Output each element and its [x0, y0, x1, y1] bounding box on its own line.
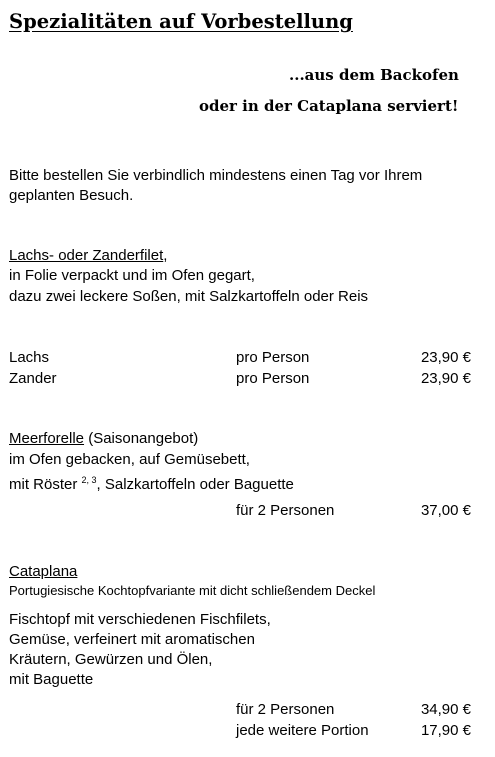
item-lachs-price: 23,90 € [420, 349, 471, 366]
lachs-zander-comma: , [163, 247, 168, 264]
meerforelle-desc-2 [9, 470, 294, 495]
meerforelle-price: 37,00 € [420, 502, 471, 519]
item-zander-unit: pro Person [236, 370, 310, 387]
lachs-zander-desc-1: in Folie verpackt und im Ofen gegart, [9, 267, 255, 284]
item-zander-price: 23,90 € [420, 370, 471, 387]
cataplana-unit-1: für 2 Personen [236, 701, 335, 718]
cataplana-desc-1: Fischtopf mit verschiedenen Fischfilets, [9, 611, 271, 628]
cataplana-desc-3: Kräutern, Gewürzen und Ölen, [9, 651, 213, 668]
meerforelle-title: Meerforelle [9, 430, 85, 447]
lachs-zander-title: Lachs- oder Zanderfilet [9, 247, 164, 264]
cataplana-unit-2: jede weitere Portion [236, 722, 369, 739]
item-zander-name: Zander [9, 370, 57, 387]
page-title: Spezialitäten auf Vorbestellung [9, 10, 353, 33]
meerforelle-unit: für 2 Personen [236, 502, 335, 519]
section-heading-meerforelle [9, 429, 198, 449]
item-lachs-name: Lachs [9, 349, 50, 366]
cataplana-title: Cataplana [9, 563, 78, 580]
cataplana-desc-4: mit Baguette [9, 671, 94, 688]
meerforelle-desc-1: im Ofen gebacken, auf Gemüsebett, [9, 451, 250, 468]
intro-line-2: geplanten Besuch. [9, 187, 134, 204]
cataplana-price-2: 17,90 € [420, 722, 471, 739]
subtitle-backofen: ...aus dem Backofen [289, 66, 459, 84]
lachs-zander-desc-2: dazu zwei leckere Soßen, mit Salzkartoffeln oder Reis [9, 288, 369, 305]
cataplana-price-1: 34,90 € [420, 701, 471, 718]
section-heading-lachs-zander [9, 246, 167, 266]
cataplana-note: Portugiesische Kochtopfvariante mit dicht schließendem Deckel [9, 583, 376, 598]
footnote-marker: 2, 3 [81, 475, 97, 485]
intro-line-1: Bitte bestellen Sie verbindlich mindestens einen Tag vor Ihrem [9, 167, 423, 184]
cataplana-desc-2: Gemüse, verfeinert mit aromatischen [9, 631, 255, 648]
meerforelle-desc-2-post: , Salzkartoffeln oder Baguette [96, 476, 294, 493]
meerforelle-note: (Saisonangebot) [84, 430, 199, 447]
meerforelle-desc-2-pre: mit Röster [9, 476, 82, 493]
item-lachs-unit: pro Person [236, 349, 310, 366]
subtitle-cataplana: oder in der Cataplana serviert! [199, 97, 459, 115]
